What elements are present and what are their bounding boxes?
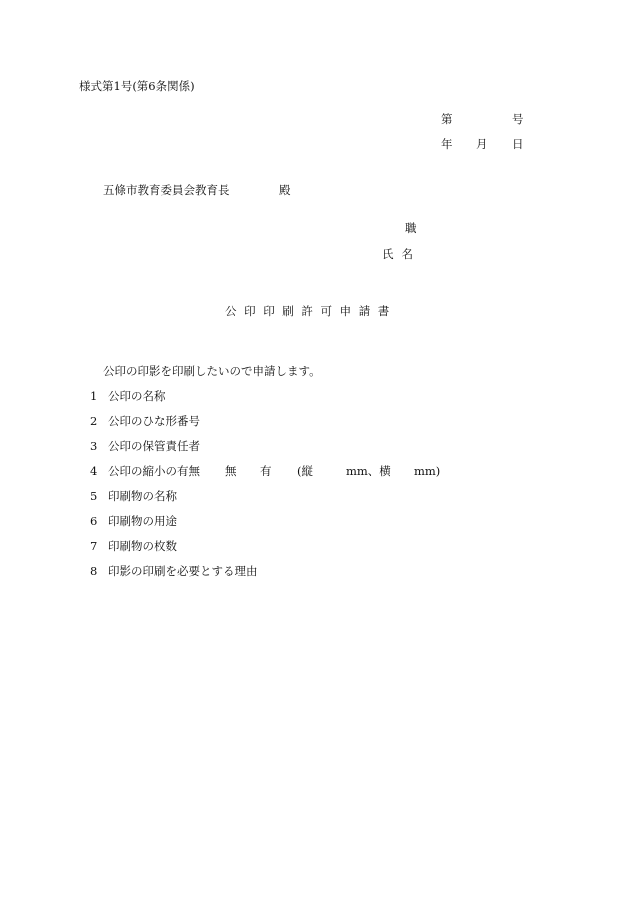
reduction-unit-horizontal: mm、横: [346, 464, 391, 478]
applicant-position: 職: [405, 221, 417, 235]
item-number: 2: [90, 414, 98, 428]
reduction-yes: 有: [260, 464, 272, 478]
number-go: 号: [512, 112, 524, 126]
item-label: 公印の縮小の有無: [108, 464, 200, 478]
form-label: 様式第1号(第6条関係): [79, 79, 195, 93]
date-month: 月: [476, 137, 488, 151]
addressee-honorific: 殿: [279, 183, 291, 197]
item-number: 1: [90, 389, 98, 403]
addressee-name: 五條市教育委員会教育長: [103, 183, 230, 197]
item-number: 8: [90, 564, 98, 578]
number-dai: 第: [441, 112, 453, 126]
item-number: 5: [90, 489, 98, 503]
item-label: 公印の名称: [108, 389, 166, 403]
item-label: 公印のひな形番号: [108, 414, 200, 428]
item-number: 3: [90, 439, 98, 453]
item-label: 印刷物の名称: [108, 489, 177, 503]
list-item: [90, 466, 450, 480]
reduction-vertical: (縦: [297, 464, 313, 478]
item-label: 公印の保管責任者: [108, 439, 200, 453]
reduction-unit-close: mm): [414, 464, 441, 478]
item-label: 印刷物の枚数: [108, 539, 177, 553]
addressee: [103, 183, 291, 197]
item-label: 印刷物の用途: [108, 514, 177, 528]
item-number: 7: [90, 539, 98, 553]
item-number: 4: [90, 464, 98, 478]
item-label: 印影の印刷を必要とする理由: [108, 564, 258, 578]
item-number: 6: [90, 514, 98, 528]
applicant-name-label: 氏名: [382, 247, 421, 261]
date-year: 年: [441, 137, 453, 151]
reduction-none: 無: [225, 464, 237, 478]
date-day: 日: [512, 137, 524, 151]
document-title: 公印印刷許可申請書: [225, 304, 397, 318]
lead-text: 公印の印影を印刷したいので申請します。: [103, 364, 321, 378]
